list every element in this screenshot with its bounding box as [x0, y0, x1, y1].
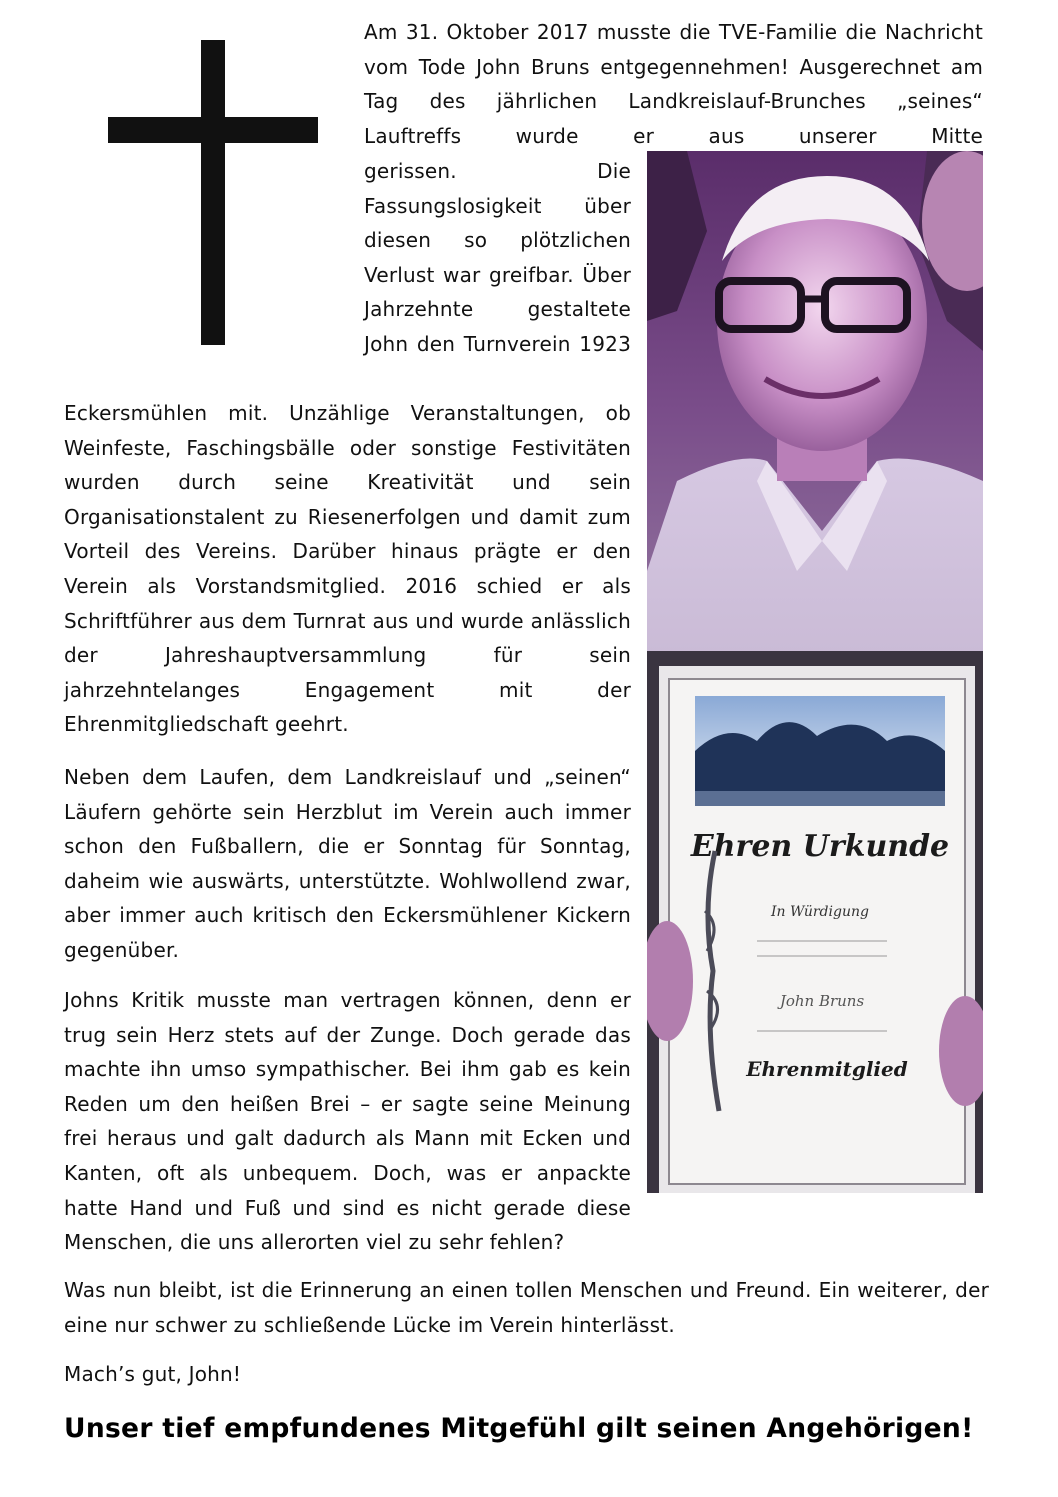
portrait-photo	[647, 151, 983, 1193]
intro-top-text: Am 31. Oktober 2017 musste die TVE-Familie die Nachricht vom Tode John Bruns entgegennehmen! Ausgerechnet am Tag des jährlichen Landkreislauf-Brunches „seines“ Lauftreffs wurde er aus unserer Mitte	[364, 20, 983, 148]
intro-narrow-text: gerissen. Die Fassungslosigkeit über diesen so plötzlichen Verlust war greifbar. Über Jahrzehnte gestaltete John den Turnverein 1923	[364, 159, 631, 356]
certificate-award: Ehrenmitglied	[746, 1057, 908, 1081]
certificate-name: John Bruns	[779, 992, 865, 1010]
paragraph-football: Neben dem Laufen, dem Landkreislauf und „seinen“ Läufern gehörte sein Herzblut im Verein auch immer schon den Fußballern, die er Sonntag für Sonntag, daheim wie auswärts, unterstützte. Wohlwollend zwar, aber immer auch kritisch den Eckersmühlener Kickern gegenüber.	[64, 765, 631, 962]
certificate-line: In Würdigung	[771, 904, 869, 920]
condolence-headline: Unser tief empfundenes Mitgefühl gilt seinen Angehörigen!	[64, 1413, 974, 1444]
paragraph-memory: Was nun bleibt, ist die Erinnerung an einen tollen Menschen und Freund. Ein weiterer, der eine nur schwer zu schließende Lücke im Verein hinterlässt.	[64, 1278, 989, 1337]
farewell-text: Mach’s gut, John!	[64, 1362, 242, 1386]
cross-icon	[108, 40, 318, 345]
certificate-title: Ehren Urkunde	[690, 829, 950, 864]
intro-wide-text: Eckersmühlen mit. Unzählige Veranstaltungen, ob Weinfeste, Faschingsbälle oder sonstige Festivitäten wurden durch seine Kreativität und sein Organisationstalent zu Riesenerfolgen und damit zum Vorteil des Vereins. Darüber hinaus prägte er den Verein als Vorstandsmitglied. 2016 schied er als Schriftführer aus dem Turnrat aus und wurde anlässlich der Jahreshauptversammlung für sein jahrzehntelanges Engagement mit der Ehrenmitgliedschaft geehrt.	[64, 401, 631, 737]
paragraph-critic: Johns Kritik musste man vertragen können, denn er trug sein Herz stets auf der Zunge. Doch gerade das machte ihn umso sympathischer. Bei ihm gab es kein Reden um den heißen Brei – er sagte seine Meinung frei heraus und galt dadurch als Mann mit Ecken und Kanten, oft als unbequem. Doch, was er anpackte hatte Hand und Fuß und sind es nicht gerade diese Menschen, die uns allerorten viel zu sehr fehlen?	[64, 988, 631, 1255]
